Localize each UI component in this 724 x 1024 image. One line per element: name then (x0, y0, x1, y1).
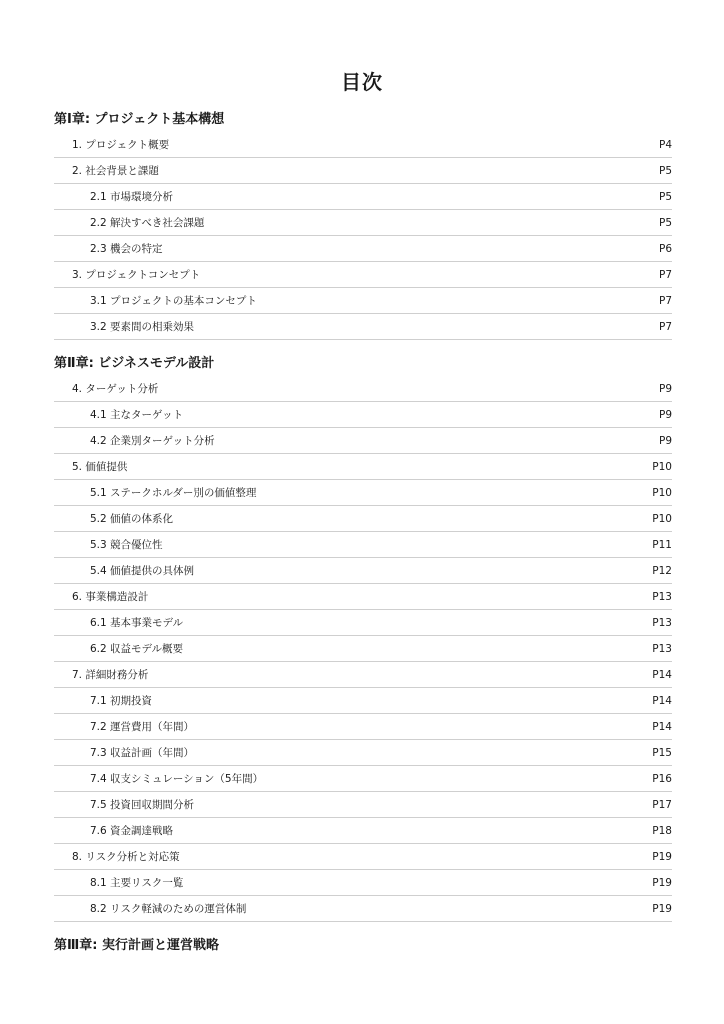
entry-title: 7.3 収益計画（年間） (90, 747, 195, 759)
document-title: 目次 (341, 70, 383, 94)
entry-title: 4. ターゲット分析 (72, 383, 159, 395)
entry-title: 7.4 収支シミュレーション（5年間） (90, 773, 264, 785)
toc-subsection-entry[interactable] (54, 236, 672, 262)
entry-title: 4.1 主なターゲット (90, 409, 184, 421)
toc-subsection-entry[interactable] (54, 688, 672, 714)
entry-title: 5.4 価値提供の具体例 (90, 565, 195, 577)
entry-title: 5.1 ステークホルダー別の価値整理 (90, 487, 257, 499)
entry-page-number: P19 (652, 902, 672, 915)
entry-title: 7.1 初期投資 (90, 695, 153, 707)
entry-title: 7.5 投資回収期間分析 (90, 799, 195, 811)
entry-page-number: P13 (652, 642, 672, 655)
toc-subsection-entry[interactable] (54, 506, 672, 532)
entry-page-number: P14 (652, 668, 672, 681)
toc-subsection-entry[interactable] (54, 288, 672, 314)
toc-subsection-entry[interactable] (54, 210, 672, 236)
toc-subsection-entry[interactable] (54, 184, 672, 210)
entry-title: 7. 詳細財務分析 (72, 669, 149, 681)
entry-title: 3.2 要素間の相乗効果 (90, 321, 195, 333)
chapter-heading: 第Ⅲ章: 実行計画と運営戦略 (54, 938, 220, 953)
table-of-contents (54, 108, 672, 958)
entry-title: 6.2 収益モデル概要 (90, 643, 184, 655)
toc-section-entry[interactable] (54, 454, 672, 480)
entry-title: 5.2 価値の体系化 (90, 513, 174, 525)
toc-subsection-entry[interactable] (54, 314, 672, 340)
entry-page-number: P10 (652, 460, 672, 473)
toc-section-entry[interactable] (54, 844, 672, 870)
chapter-heading: 第Ⅰ章: プロジェクト基本構想 (54, 112, 225, 127)
toc-subsection-entry[interactable] (54, 558, 672, 584)
toc-section-entry[interactable] (54, 132, 672, 158)
toc-subsection-entry[interactable] (54, 480, 672, 506)
entry-title: 5. 価値提供 (72, 461, 128, 473)
entry-page-number: P10 (652, 512, 672, 525)
entry-title: 1. プロジェクト概要 (72, 139, 170, 151)
entry-title: 8.1 主要リスク一覧 (90, 877, 184, 889)
entry-page-number: P9 (658, 434, 672, 447)
entry-page-number: P12 (652, 564, 672, 577)
entry-page-number: P7 (658, 320, 672, 333)
toc-subsection-entry[interactable] (54, 714, 672, 740)
toc-section-entry[interactable] (54, 262, 672, 288)
entry-page-number: P10 (652, 486, 672, 499)
entry-title: 3.1 プロジェクトの基本コンセプト (90, 295, 257, 307)
entry-page-number: P5 (658, 164, 672, 177)
entry-title: 6.1 基本事業モデル (90, 617, 184, 629)
toc-subsection-entry[interactable] (54, 792, 672, 818)
entry-title: 8.2 リスク軽減のための運営体制 (90, 903, 247, 915)
toc-section-entry[interactable] (54, 376, 672, 402)
entry-title: 4.2 企業別ターゲット分析 (90, 435, 215, 447)
entry-page-number: P13 (652, 616, 672, 629)
entry-page-number: P7 (658, 294, 672, 307)
toc-subsection-entry[interactable] (54, 766, 672, 792)
entry-title: 7.6 資金調達戦略 (90, 825, 174, 837)
entry-title: 5.3 競合優位性 (90, 539, 163, 551)
entry-page-number: P14 (652, 694, 672, 707)
entry-page-number: P15 (652, 746, 672, 759)
toc-section-entry[interactable] (54, 584, 672, 610)
toc-subsection-entry[interactable] (54, 896, 672, 922)
entry-page-number: P9 (658, 408, 672, 421)
chapter-heading: 第Ⅱ章: ビジネスモデル設計 (54, 356, 215, 371)
entry-page-number: P9 (658, 382, 672, 395)
toc-section-entry[interactable] (54, 662, 672, 688)
chapter-spacer (54, 922, 672, 932)
entry-page-number: P4 (658, 138, 672, 151)
toc-subsection-entry[interactable] (54, 428, 672, 454)
entry-page-number: P19 (652, 850, 672, 863)
entry-page-number: P18 (652, 824, 672, 837)
entry-page-number: P5 (658, 216, 672, 229)
entry-title: 7.2 運営費用（年間） (90, 721, 195, 733)
entry-page-number: P11 (652, 538, 672, 551)
entry-page-number: P7 (658, 268, 672, 281)
entry-page-number: P14 (652, 720, 672, 733)
toc-subsection-entry[interactable] (54, 870, 672, 896)
entry-page-number: P6 (658, 242, 672, 255)
toc-subsection-entry[interactable] (54, 610, 672, 636)
toc-subsection-entry[interactable] (54, 402, 672, 428)
toc-subsection-entry[interactable] (54, 532, 672, 558)
entry-page-number: P19 (652, 876, 672, 889)
entry-title: 3. プロジェクトコンセプト (72, 269, 201, 281)
entry-title: 8. リスク分析と対応策 (72, 851, 180, 863)
entry-page-number: P13 (652, 590, 672, 603)
entry-page-number: P16 (652, 772, 672, 785)
entry-title: 2.1 市場環境分析 (90, 191, 174, 203)
toc-subsection-entry[interactable] (54, 636, 672, 662)
entry-page-number: P17 (652, 798, 672, 811)
entry-page-number: P5 (658, 190, 672, 203)
entry-title: 6. 事業構造設計 (72, 591, 149, 603)
entry-title: 2.2 解決すべき社会課題 (90, 217, 205, 229)
chapter-spacer (54, 340, 672, 350)
toc-section-entry[interactable] (54, 158, 672, 184)
entry-title: 2.3 機会の特定 (90, 243, 163, 255)
toc-subsection-entry[interactable] (54, 740, 672, 766)
toc-subsection-entry[interactable] (54, 818, 672, 844)
entry-title: 2. 社会背景と課題 (72, 165, 159, 177)
